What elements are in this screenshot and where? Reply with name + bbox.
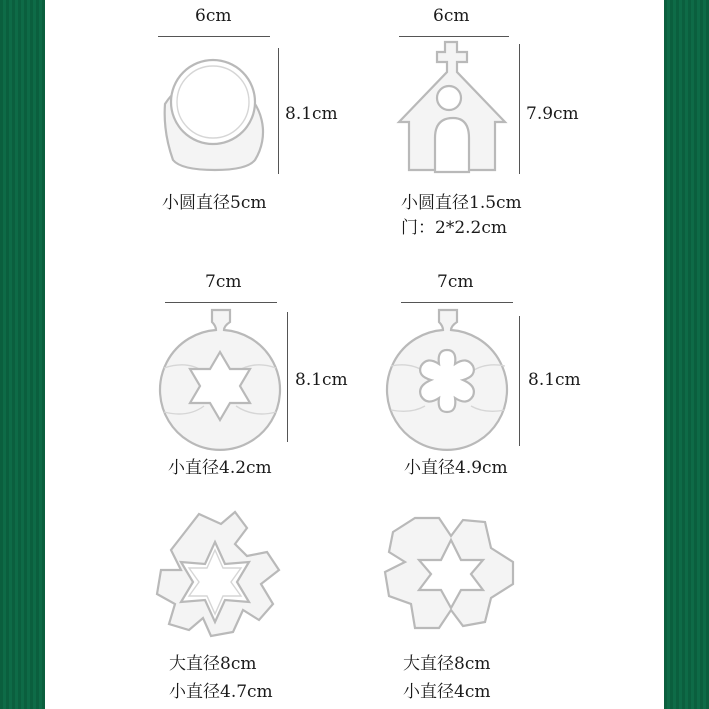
snowflake-cutter-icon-1: [149, 508, 285, 640]
width-label-ornament-star: 7cm: [205, 272, 242, 292]
caption-ornament-flower-1: 小直径4.9cm: [404, 458, 508, 478]
snowflake-cutter-icon-2: [381, 512, 521, 634]
caption-snowflake1-1: 大直径8cm: [169, 654, 257, 674]
caption-ornament-star-1: 小直径4.2cm: [168, 458, 272, 478]
caption-snowflake2-1: 大直径8cm: [403, 654, 491, 674]
left-green-stripe: [0, 0, 45, 709]
height-line-ornament-star: [287, 312, 288, 442]
width-line-round: [158, 36, 270, 37]
width-line-ornament-flower: [401, 302, 513, 303]
caption-snowflake2-2: 小直径4cm: [403, 682, 491, 702]
height-label-ornament-star: 8.1cm: [295, 370, 348, 390]
height-label-round: 8.1cm: [285, 104, 338, 124]
ornament-star-cutter-icon: [158, 306, 284, 442]
width-label-round: 6cm: [195, 6, 232, 26]
height-line-house: [519, 44, 520, 174]
round-cutter-icon: [155, 42, 275, 174]
width-line-ornament-star: [165, 302, 277, 303]
product-size-panel: [45, 0, 664, 709]
height-line-ornament-flower: [519, 316, 520, 446]
right-green-stripe: [664, 0, 709, 709]
ornament-flower-cutter-icon: [385, 306, 511, 442]
width-line-house: [399, 36, 509, 37]
height-line-round: [278, 48, 279, 174]
caption-round-1: 小圆直径5cm: [162, 193, 267, 213]
width-label-ornament-flower: 7cm: [437, 272, 474, 292]
caption-snowflake1-2: 小直径4.7cm: [169, 682, 273, 702]
caption-house-1: 小圆直径1.5cm: [401, 193, 522, 213]
caption-house-2: 门：2*2.2cm: [401, 218, 507, 238]
height-label-house: 7.9cm: [526, 104, 579, 124]
height-label-ornament-flower: 8.1cm: [528, 370, 581, 390]
width-label-house: 6cm: [433, 6, 470, 26]
house-cutter-icon: [397, 40, 509, 174]
